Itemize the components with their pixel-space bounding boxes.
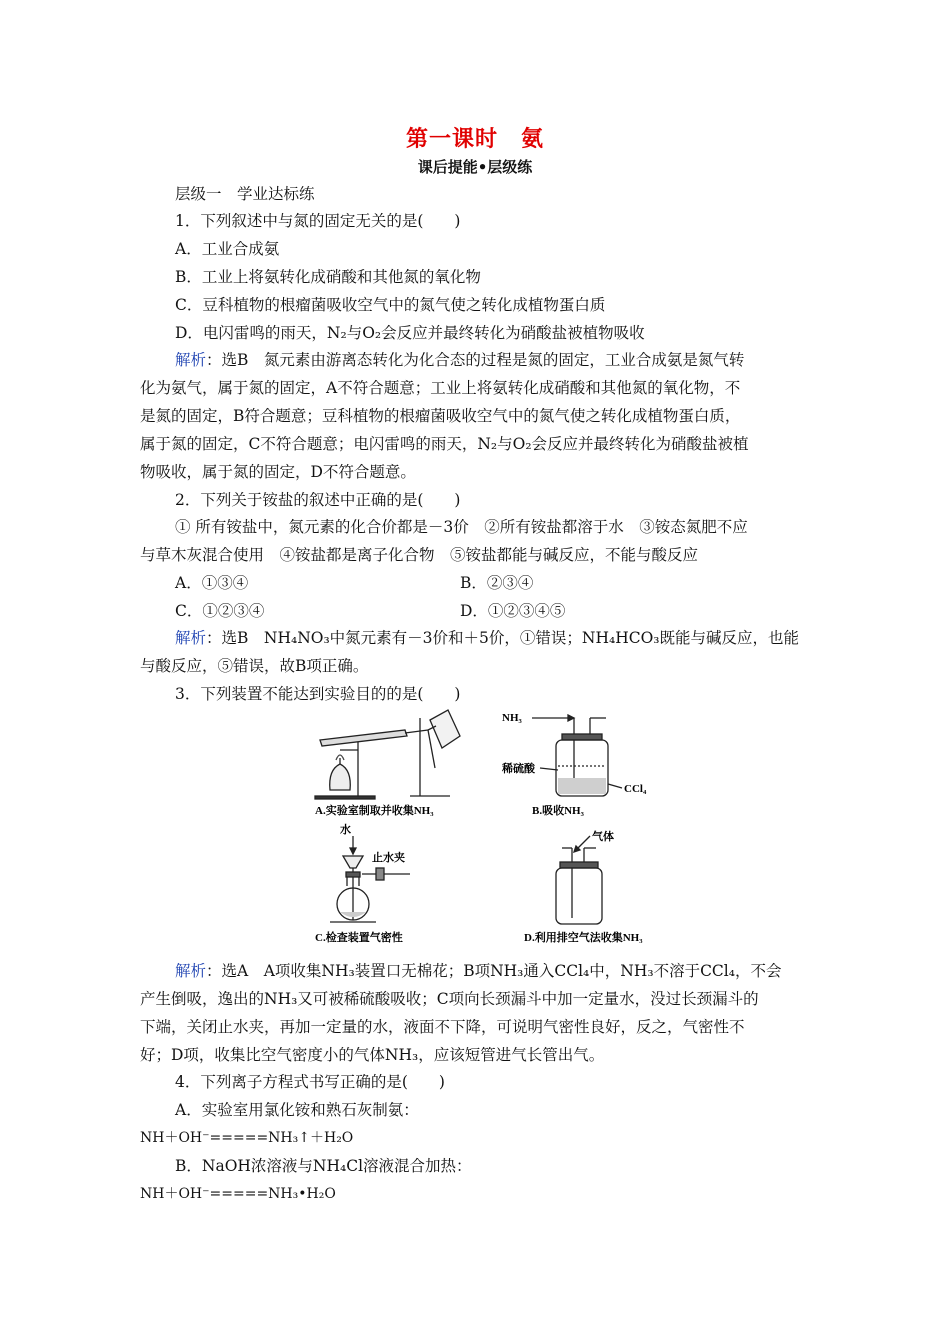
apparatus-figure — [310, 708, 680, 948]
q1-stem: 1．下列叙述中与氮的固定无关的是( ) — [175, 212, 461, 230]
figure-caption-b: B.吸收NH₃ — [532, 805, 584, 817]
q3-analysis-label: 解析 — [175, 962, 207, 980]
q4-option-b: B．NaOH浓溶液与NH₄Cl溶液混合加热： — [175, 1157, 472, 1175]
label-b-acid: 稀硫酸 — [502, 763, 535, 775]
q1-analysis-line: 是氮的固定，B符合题意；豆科植物的根瘤菌吸收空气中的氮气使之转化成植物蛋白质， — [140, 407, 741, 425]
q2-option-b: B．②③④ — [460, 574, 534, 592]
apparatus-b-drawing — [532, 715, 622, 796]
apparatus-a-drawing — [315, 710, 460, 799]
q2-option-a: A．①③④ — [175, 574, 249, 592]
label-c-water: 水 — [340, 824, 351, 836]
q3-analysis-line: 好；D项，收集比空气密度小的气体NH₃，应该短管进气长管出气。 — [140, 1046, 605, 1064]
q1-analysis-line: 化为氨气，属于氮的固定，A不符合题意；工业上将氨转化成硝酸和其他氮的氧化物，不 — [140, 379, 741, 397]
figure-caption-c: C.检查装置气密性 — [315, 932, 403, 944]
q3-analysis-text: ：选A A项收集NH₃装置口无棉花；B项NH₃通入CCl₄中，NH₃不溶于CCl₄，不会 — [206, 962, 782, 980]
q2-analysis-line — [175, 628, 799, 648]
section-heading: 层级一 学业达标练 — [175, 185, 315, 203]
q3-analysis-line: 产生倒吸，逸出的NH₃又可被稀硫酸吸收；C项向长颈漏斗中加一定量水，没过长颈漏斗的 — [140, 990, 759, 1008]
label-b-ccl4: CCl₄ — [624, 783, 647, 795]
figure-caption-a: A.实验室制取并收集NH₃ — [315, 805, 434, 817]
q2-option-c: C．①②③④ — [175, 602, 265, 620]
q2-analysis-label: 解析 — [175, 629, 207, 647]
q1-analysis-label: 解析 — [175, 351, 207, 369]
q4-equation-b: NH＋OH⁻=====NH₃•H₂O — [140, 1186, 336, 1202]
q4-stem: 4．下列离子方程式书写正确的是( ) — [175, 1073, 445, 1091]
q1-option-c: C．豆科植物的根瘤菌吸收空气中的氮气使之转化成植物蛋白质 — [175, 296, 606, 314]
page-title: 第一课时 氨 — [405, 126, 544, 152]
q3-stem: 3．下列装置不能达到实验目的的是( ) — [175, 685, 461, 703]
q1-analysis-line — [175, 350, 744, 370]
q2-statement-line: ① 所有铵盐中，氮元素的化合价都是－3价 ②所有铵盐都溶于水 ③铵态氮肥不应 — [175, 518, 748, 536]
q4-equation-a: NH＋OH⁻=====NH₃↑＋H₂O — [140, 1130, 354, 1146]
q1-analysis-text: ：选B 氮元素由游离态转化为化合态的过程是氮的固定，工业合成氨是氮气转 — [206, 351, 745, 369]
q1-option-a: A．工业合成氨 — [175, 240, 280, 258]
q2-statement-line: 与草木灰混合使用 ④铵盐都是离子化合物 ⑤铵盐都能与碱反应，不能与酸反应 — [140, 546, 699, 564]
apparatus-c-drawing — [330, 836, 410, 922]
q1-option-b: B．工业上将氨转化成硝酸和其他氮的氧化物 — [175, 268, 481, 286]
q2-option-d: D．①②③④⑤ — [460, 602, 566, 620]
q3-analysis-line — [175, 961, 781, 981]
q2-stem: 2．下列关于铵盐的叙述中正确的是( ) — [175, 491, 461, 509]
label-b-gas: NH₃ — [502, 712, 522, 724]
q2-analysis-text: ：选B NH₄NO₃中氮元素有－3价和＋5价，①错误；NH₄HCO₃既能与碱反应，也能 — [206, 629, 799, 647]
figure-caption-d: D.利用排空气法收集NH₃ — [524, 932, 643, 944]
label-c-clamp: 止水夹 — [372, 852, 405, 864]
q4-option-a: A．实验室用氯化铵和熟石灰制氨： — [175, 1101, 419, 1119]
q1-option-d: D．电闪雷鸣的雨天，N₂与O₂会反应并最终转化为硝酸盐被植物吸收 — [175, 324, 645, 342]
page-subtitle: 课后提能•层级练 — [417, 158, 533, 176]
q3-analysis-line: 下端，关闭止水夹，再加一定量的水，液面不下降，可说明气密性良好，反之，气密性不 — [140, 1018, 745, 1036]
q2-analysis-line: 与酸反应，⑤错误，故B项正确。 — [140, 657, 369, 675]
q1-analysis-line: 物吸收，属于氮的固定，D不符合题意。 — [140, 463, 416, 481]
q1-analysis-line: 属于氮的固定，C不符合题意；电闪雷鸣的雨天，N₂与O₂会反应并最终转化为硝酸盐被植 — [140, 435, 749, 453]
apparatus-d-drawing — [556, 836, 602, 924]
label-d-gas: 气体 — [592, 831, 614, 843]
